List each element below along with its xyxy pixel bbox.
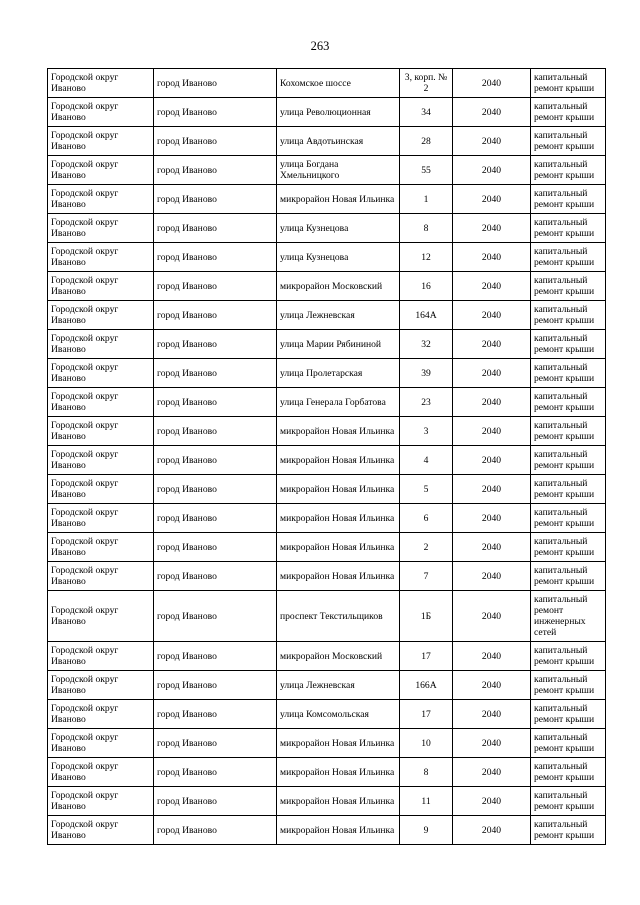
year-cell: 2040 <box>453 388 531 417</box>
municipality-cell: Городской округ Иваново <box>48 156 154 185</box>
city-cell: город Иваново <box>154 156 277 185</box>
table-row <box>48 330 606 359</box>
house-number-cell: 3, корп. № 2 <box>400 69 453 98</box>
year-cell: 2040 <box>453 787 531 816</box>
work-type-cell: капитальный ремонт крыши <box>531 533 606 562</box>
year-cell: 2040 <box>453 127 531 156</box>
city-cell: город Иваново <box>154 562 277 591</box>
year-cell: 2040 <box>453 301 531 330</box>
house-number-cell: 32 <box>400 330 453 359</box>
municipality-cell: Городской округ Иваново <box>48 671 154 700</box>
house-number-cell: 55 <box>400 156 453 185</box>
year-cell: 2040 <box>453 272 531 301</box>
city-cell: город Иваново <box>154 787 277 816</box>
municipality-cell: Городской округ Иваново <box>48 642 154 671</box>
work-type-cell: капитальный ремонт крыши <box>531 758 606 787</box>
year-cell: 2040 <box>453 816 531 845</box>
house-number-cell: 166А <box>400 671 453 700</box>
city-cell: город Иваново <box>154 446 277 475</box>
year-cell: 2040 <box>453 533 531 562</box>
work-type-cell: капитальный ремонт крыши <box>531 562 606 591</box>
year-cell: 2040 <box>453 330 531 359</box>
street-cell: микрорайон Новая Ильинка <box>277 446 400 475</box>
work-type-cell: капитальный ремонт крыши <box>531 243 606 272</box>
street-cell: улица Лежневская <box>277 671 400 700</box>
table-row <box>48 156 606 185</box>
street-cell: улица Лежневская <box>277 301 400 330</box>
table-row <box>48 475 606 504</box>
year-cell: 2040 <box>453 642 531 671</box>
street-cell: микрорайон Новая Ильинка <box>277 504 400 533</box>
table-row <box>48 359 606 388</box>
city-cell: город Иваново <box>154 700 277 729</box>
year-cell: 2040 <box>453 729 531 758</box>
house-number-cell: 2 <box>400 533 453 562</box>
work-type-cell: капитальный ремонт крыши <box>531 816 606 845</box>
street-cell: микрорайон Новая Ильинка <box>277 758 400 787</box>
street-cell: улица Комсомольская <box>277 700 400 729</box>
house-number-cell: 4 <box>400 446 453 475</box>
municipality-cell: Городской округ Иваново <box>48 729 154 758</box>
city-cell: город Иваново <box>154 642 277 671</box>
work-type-cell: капитальный ремонт крыши <box>531 671 606 700</box>
city-cell: город Иваново <box>154 98 277 127</box>
municipality-cell: Городской округ Иваново <box>48 301 154 330</box>
table-row <box>48 729 606 758</box>
table-row <box>48 787 606 816</box>
street-cell: улица Богдана Хмельницкого <box>277 156 400 185</box>
municipality-cell: Городской округ Иваново <box>48 69 154 98</box>
year-cell: 2040 <box>453 671 531 700</box>
year-cell: 2040 <box>453 591 531 642</box>
year-cell: 2040 <box>453 758 531 787</box>
city-cell: город Иваново <box>154 729 277 758</box>
work-type-cell: капитальный ремонт крыши <box>531 272 606 301</box>
year-cell: 2040 <box>453 700 531 729</box>
house-number-cell: 17 <box>400 700 453 729</box>
city-cell: город Иваново <box>154 243 277 272</box>
work-type-cell: капитальный ремонт крыши <box>531 98 606 127</box>
work-type-cell: капитальный ремонт крыши <box>531 330 606 359</box>
work-type-cell: капитальный ремонт крыши <box>531 417 606 446</box>
city-cell: город Иваново <box>154 591 277 642</box>
city-cell: город Иваново <box>154 816 277 845</box>
street-cell: микрорайон Новая Ильинка <box>277 185 400 214</box>
municipality-cell: Городской округ Иваново <box>48 417 154 446</box>
repair-schedule-table <box>47 68 606 845</box>
year-cell: 2040 <box>453 156 531 185</box>
house-number-cell: 28 <box>400 127 453 156</box>
table-row <box>48 243 606 272</box>
work-type-cell: капитальный ремонт крыши <box>531 127 606 156</box>
table-row <box>48 127 606 156</box>
year-cell: 2040 <box>453 69 531 98</box>
year-cell: 2040 <box>453 475 531 504</box>
municipality-cell: Городской округ Иваново <box>48 475 154 504</box>
city-cell: город Иваново <box>154 301 277 330</box>
house-number-cell: 8 <box>400 758 453 787</box>
house-number-cell: 5 <box>400 475 453 504</box>
municipality-cell: Городской округ Иваново <box>48 562 154 591</box>
year-cell: 2040 <box>453 359 531 388</box>
street-cell: Кохомское шоссе <box>277 69 400 98</box>
table-row <box>48 533 606 562</box>
street-cell: улица Кузнецова <box>277 214 400 243</box>
work-type-cell: капитальный ремонт крыши <box>531 301 606 330</box>
year-cell: 2040 <box>453 185 531 214</box>
municipality-cell: Городской округ Иваново <box>48 330 154 359</box>
municipality-cell: Городской округ Иваново <box>48 758 154 787</box>
house-number-cell: 8 <box>400 214 453 243</box>
street-cell: микрорайон Новая Ильинка <box>277 729 400 758</box>
table-row <box>48 642 606 671</box>
street-cell: улица Пролетарская <box>277 359 400 388</box>
work-type-cell: капитальный ремонт крыши <box>531 700 606 729</box>
table-row <box>48 272 606 301</box>
work-type-cell: капитальный ремонт инженерных сетей <box>531 591 606 642</box>
table-body <box>48 69 606 845</box>
table-row <box>48 69 606 98</box>
house-number-cell: 12 <box>400 243 453 272</box>
city-cell: город Иваново <box>154 671 277 700</box>
street-cell: микрорайон Новая Ильинка <box>277 562 400 591</box>
municipality-cell: Городской округ Иваново <box>48 700 154 729</box>
street-cell: микрорайон Новая Ильинка <box>277 533 400 562</box>
work-type-cell: капитальный ремонт крыши <box>531 185 606 214</box>
table-row <box>48 388 606 417</box>
municipality-cell: Городской округ Иваново <box>48 359 154 388</box>
municipality-cell: Городской округ Иваново <box>48 127 154 156</box>
work-type-cell: капитальный ремонт крыши <box>531 359 606 388</box>
city-cell: город Иваново <box>154 127 277 156</box>
house-number-cell: 17 <box>400 642 453 671</box>
work-type-cell: капитальный ремонт крыши <box>531 642 606 671</box>
street-cell: улица Кузнецова <box>277 243 400 272</box>
table-row <box>48 671 606 700</box>
year-cell: 2040 <box>453 243 531 272</box>
municipality-cell: Городской округ Иваново <box>48 98 154 127</box>
municipality-cell: Городской округ Иваново <box>48 185 154 214</box>
house-number-cell: 23 <box>400 388 453 417</box>
city-cell: город Иваново <box>154 214 277 243</box>
city-cell: город Иваново <box>154 388 277 417</box>
work-type-cell: капитальный ремонт крыши <box>531 475 606 504</box>
municipality-cell: Городской округ Иваново <box>48 214 154 243</box>
house-number-cell: 11 <box>400 787 453 816</box>
street-cell: улица Авдотьинская <box>277 127 400 156</box>
municipality-cell: Городской округ Иваново <box>48 388 154 417</box>
street-cell: микрорайон Новая Ильинка <box>277 475 400 504</box>
street-cell: микрорайон Новая Ильинка <box>277 787 400 816</box>
work-type-cell: капитальный ремонт крыши <box>531 214 606 243</box>
table-row <box>48 562 606 591</box>
street-cell: проспект Текстильщиков <box>277 591 400 642</box>
house-number-cell: 39 <box>400 359 453 388</box>
house-number-cell: 9 <box>400 816 453 845</box>
table-row <box>48 504 606 533</box>
table-row <box>48 446 606 475</box>
street-cell: микрорайон Московский <box>277 272 400 301</box>
house-number-cell: 1 <box>400 185 453 214</box>
work-type-cell: капитальный ремонт крыши <box>531 787 606 816</box>
table-row <box>48 417 606 446</box>
table-row <box>48 591 606 642</box>
year-cell: 2040 <box>453 214 531 243</box>
page-number: 263 <box>310 39 330 53</box>
work-type-cell: капитальный ремонт крыши <box>531 156 606 185</box>
city-cell: город Иваново <box>154 330 277 359</box>
city-cell: город Иваново <box>154 359 277 388</box>
municipality-cell: Городской округ Иваново <box>48 446 154 475</box>
city-cell: город Иваново <box>154 475 277 504</box>
table-row <box>48 185 606 214</box>
city-cell: город Иваново <box>154 185 277 214</box>
city-cell: город Иваново <box>154 504 277 533</box>
city-cell: город Иваново <box>154 69 277 98</box>
street-cell: микрорайон Новая Ильинка <box>277 816 400 845</box>
table-row <box>48 214 606 243</box>
house-number-cell: 34 <box>400 98 453 127</box>
street-cell: микрорайон Московский <box>277 642 400 671</box>
year-cell: 2040 <box>453 504 531 533</box>
work-type-cell: капитальный ремонт крыши <box>531 446 606 475</box>
year-cell: 2040 <box>453 562 531 591</box>
year-cell: 2040 <box>453 417 531 446</box>
table-row <box>48 758 606 787</box>
street-cell: улица Генерала Горбатова <box>277 388 400 417</box>
city-cell: город Иваново <box>154 417 277 446</box>
house-number-cell: 10 <box>400 729 453 758</box>
house-number-cell: 16 <box>400 272 453 301</box>
municipality-cell: Городской округ Иваново <box>48 504 154 533</box>
table-row <box>48 301 606 330</box>
city-cell: город Иваново <box>154 533 277 562</box>
table-row <box>48 98 606 127</box>
year-cell: 2040 <box>453 446 531 475</box>
house-number-cell: 164А <box>400 301 453 330</box>
street-cell: микрорайон Новая Ильинка <box>277 417 400 446</box>
street-cell: улица Революционная <box>277 98 400 127</box>
year-cell: 2040 <box>453 98 531 127</box>
municipality-cell: Городской округ Иваново <box>48 591 154 642</box>
street-cell: улица Марии Рябининой <box>277 330 400 359</box>
work-type-cell: капитальный ремонт крыши <box>531 504 606 533</box>
municipality-cell: Городской округ Иваново <box>48 816 154 845</box>
work-type-cell: капитальный ремонт крыши <box>531 69 606 98</box>
work-type-cell: капитальный ремонт крыши <box>531 729 606 758</box>
table-row <box>48 700 606 729</box>
city-cell: город Иваново <box>154 758 277 787</box>
municipality-cell: Городской округ Иваново <box>48 243 154 272</box>
municipality-cell: Городской округ Иваново <box>48 787 154 816</box>
house-number-cell: 3 <box>400 417 453 446</box>
table-row <box>48 816 606 845</box>
house-number-cell: 1Б <box>400 591 453 642</box>
city-cell: город Иваново <box>154 272 277 301</box>
work-type-cell: капитальный ремонт крыши <box>531 388 606 417</box>
house-number-cell: 7 <box>400 562 453 591</box>
house-number-cell: 6 <box>400 504 453 533</box>
municipality-cell: Городской округ Иваново <box>48 272 154 301</box>
municipality-cell: Городской округ Иваново <box>48 533 154 562</box>
